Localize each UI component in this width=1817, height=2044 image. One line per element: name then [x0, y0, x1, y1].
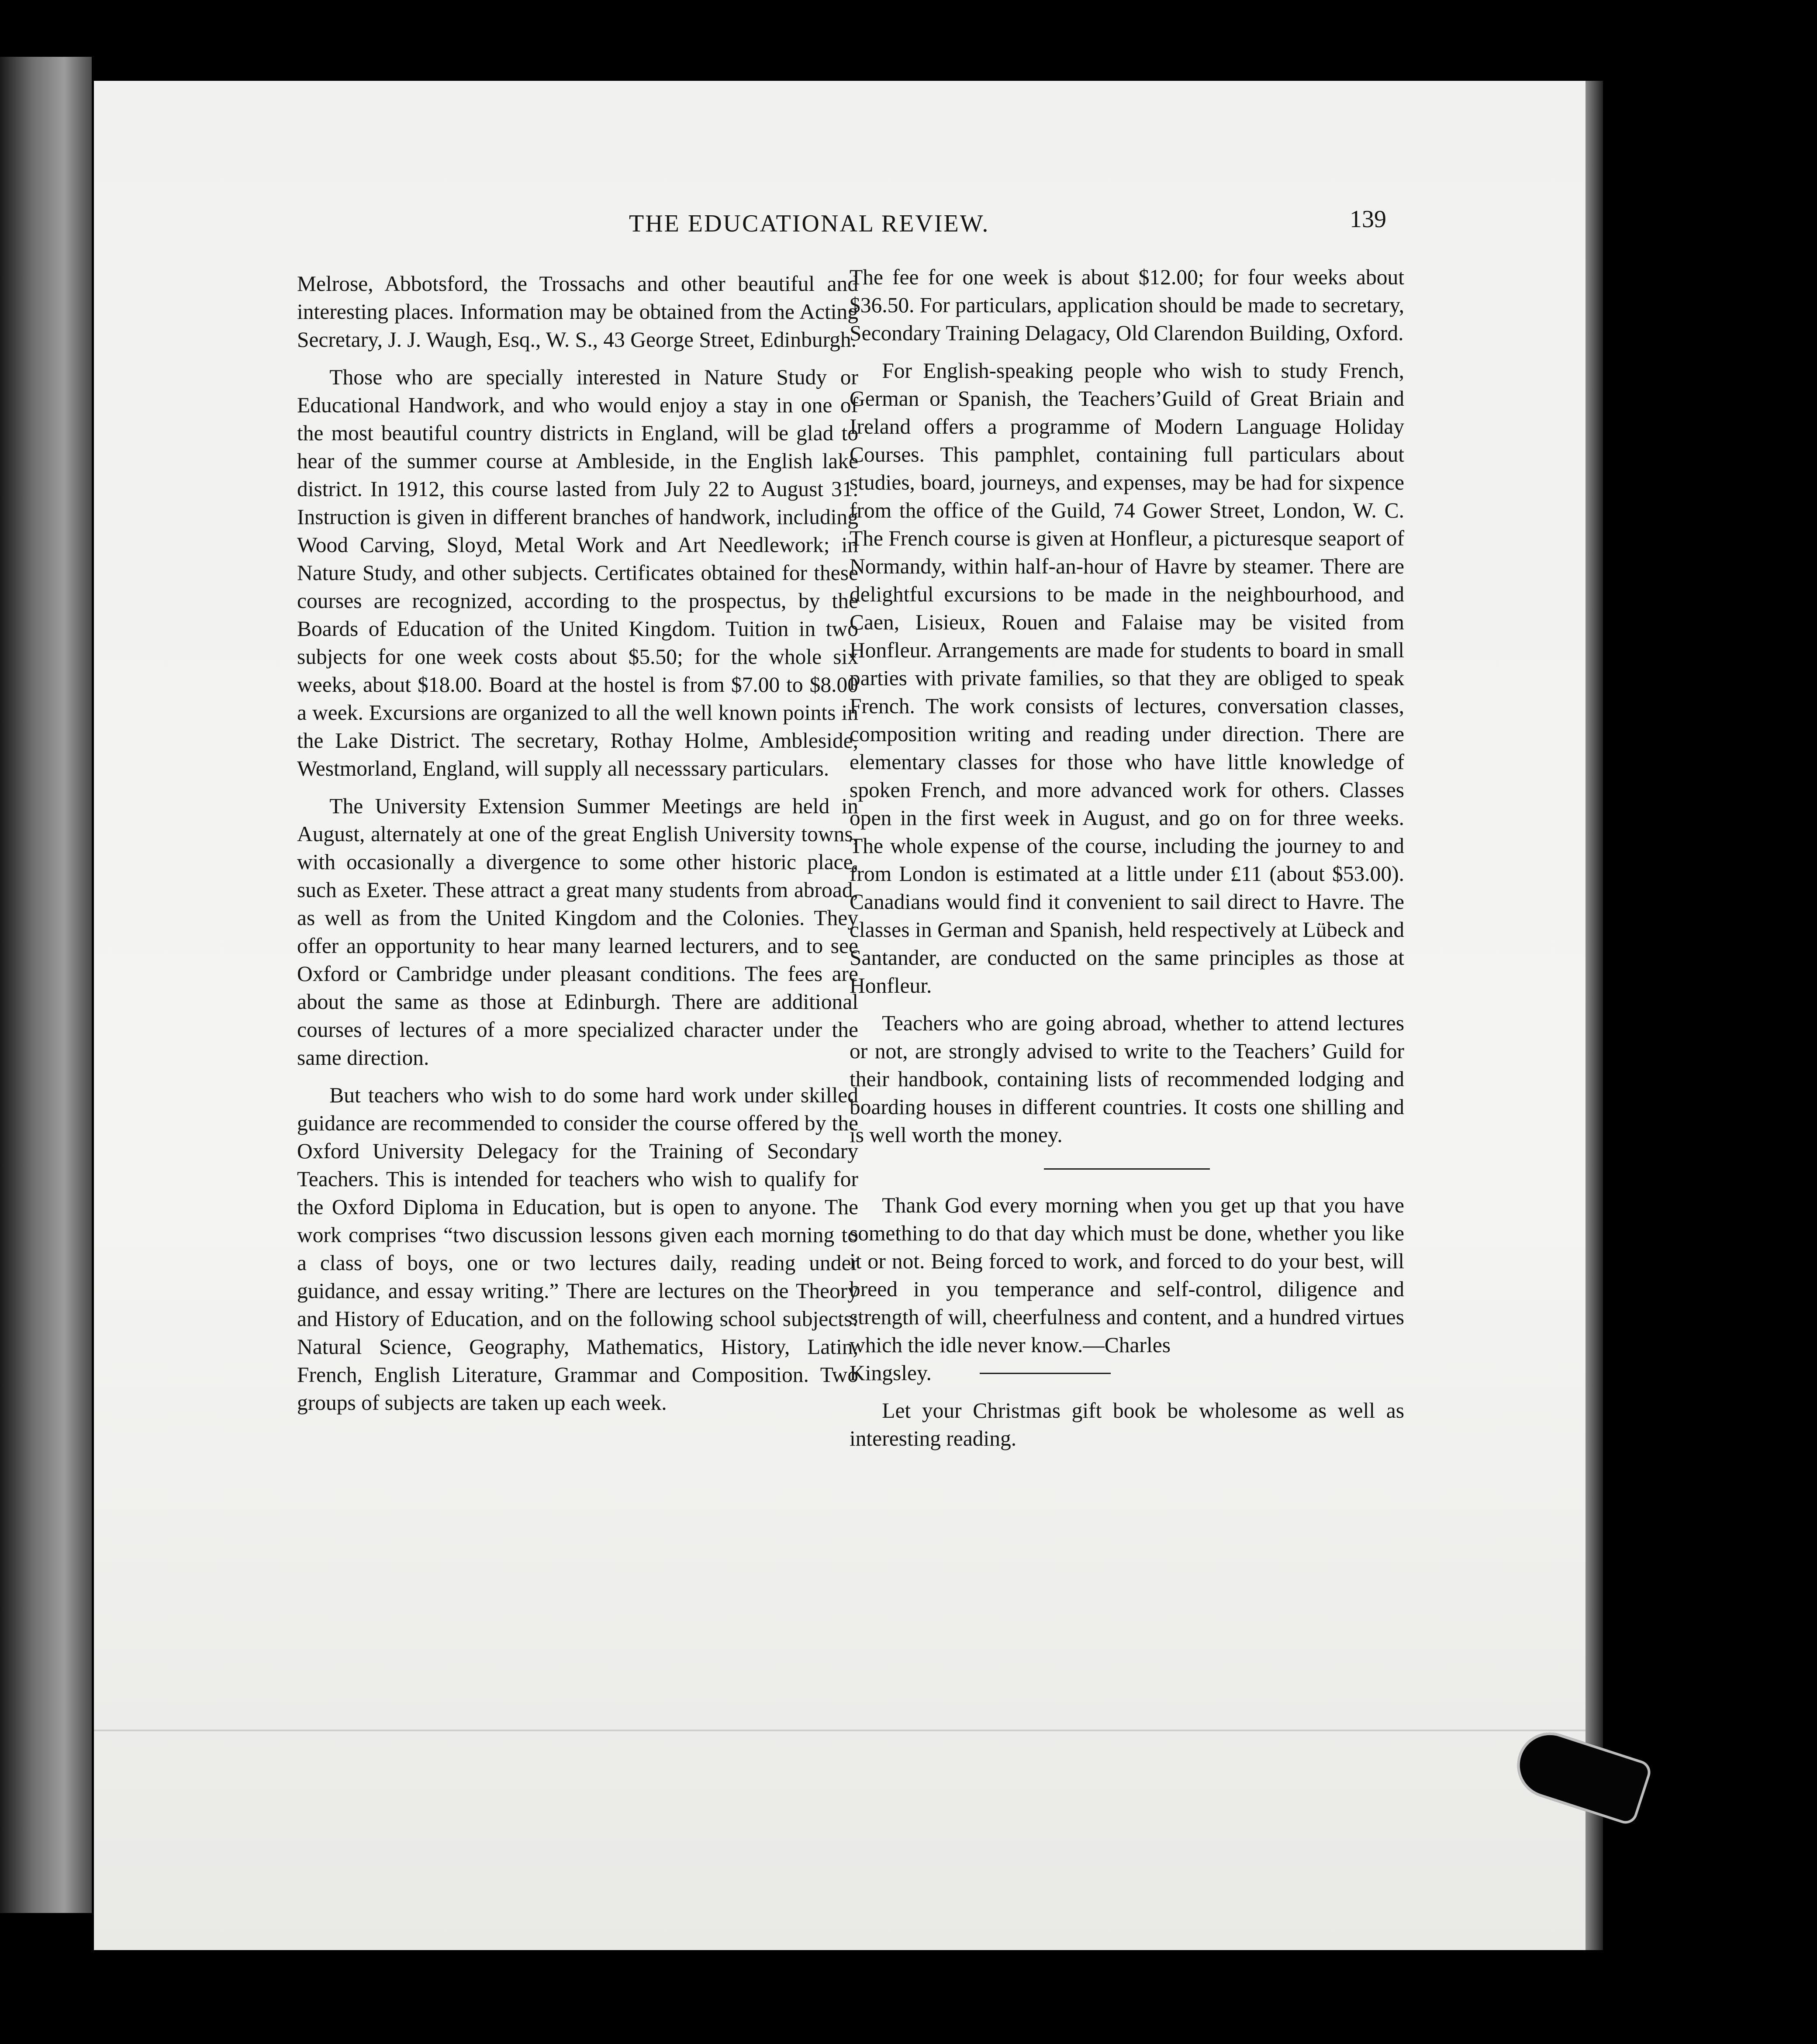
- right-column: [850, 263, 1404, 1462]
- quote-author: Kingsley.: [850, 1361, 932, 1385]
- previous-page-edge: [0, 57, 92, 1913]
- running-header: THE EDUCATIONAL REVIEW.: [629, 210, 990, 237]
- paragraph-university-extension: The University Extension Summer Meetings are held in August, alternately at one of the great English University towns, with occasionally a divergence to some other historic place, such as Exeter. These attract a great many students from abroad, as well as from the United Kingdom and the Colonies. They offer an opportunity to hear many learned lecturers, and to see Oxford or Cambridge under pleasant conditions. The fees are about the same as those at Edinburgh. There are additional courses of lectures of a more specialized character under the same direction.: [297, 794, 858, 1070]
- page-right-edge: [1586, 81, 1603, 1950]
- quote-attribution-row: [850, 1359, 1404, 1387]
- short-divider: [980, 1373, 1111, 1374]
- christmas-book-note: Let your Christmas gift book be wholesome as well as interesting reading.: [850, 1398, 1404, 1450]
- section-divider: [1044, 1168, 1210, 1170]
- paragraph-ambleside-course: Those who are specially interested in Nature Study or Educational Handwork, and who would enjoy a stay in one of the most beautiful country districts in England, will be glad to hear of the summer course at Ambleside, in the English lake district. In 1912, this course lasted from July 22 to August 31. Instruction is given in different branches of handwork, including Wood Carving, Sloyd, Metal Work and Art Needlework; in Nature Study, and other subjects. Certificates obtained for these courses are recognized, according to the prospectus, by the Boards of Education of the United Kingdom. Tuition in two subjects for one week costs about $5.50; for the whole six weeks, about $18.00. Board at the hostel is from $7.00 to $8.00 a week. Excursions are organized to all the well known points in the Lake District. The secretary, Rothay Holme, Ambleside, Westmorland, England, will supply all necesssary particulars.: [297, 365, 858, 780]
- paragraph-teachers-guild-courses: For English-speaking people who wish to study French, German or Spanish, the Teachers’Guild of Great Briain and Ireland offers a programme of Modern Language Holiday Courses. This pamphlet, containing full particulars about studies, board, journeys, and expenses, may be had for sixpence from the office of the Guild, 74 Gower Street, London, W. C. The French course is given at Honfleur, a picturesque seaport of Normandy, within half-an-hour of Havre by steamer. There are delightful excursions to be made in the neighbourhood, and Caen, Lisieux, Rouen and Falaise may be visited from Honfleur. Arrangements are made for students to board in small parties with private families, so that they are obliged to speak French. The work consists of lectures, conversation classes, composition writing and reading under direction. There are elementary classes for those who have little knowledge of spoken French, and more advanced work for others. Classes open in the first week in August, and go on for three weeks. The whole expense of the course, including the journey to and from London is estimated at a little under £11 (about $53.00). Canadians would find it convenient to sail direct to Havre. The classes in German and Spanish, held respectively at Lübeck and Santander, are conducted on the same principles as those at Honfleur.: [850, 359, 1404, 998]
- paragraph-oxford-course: But teachers who wish to do some hard work under skilled guidance are recommended to consider the course offered by the Oxford University Delegacy for the Training of Secondary Teachers. This is intended for teachers who wish to qualify for the Oxford Diploma in Education, but is open to anyone. The work comprises “two discussion lessons given each morning to a class of boys, one or two lectures daily, reading under guidance, and essay writing.” There are lectures on the Theory and History of Education, and on the following school subjects: Natural Science, Geography, Mathematics, History, Latin, French, English Literature, Grammar and Composition. Two groups of subjects are taken up each week.: [297, 1083, 858, 1415]
- page-number: 139: [1350, 206, 1386, 233]
- paragraph-teachers-handbook: Teachers who are going abroad, whether to attend lectures or not, are strongly advised to write to the Teachers’ Guild for their handbook, containing lists of recommended lodging and boarding houses in different countries. It costs one shilling and is well worth the money.: [850, 1011, 1404, 1147]
- paragraph-oxford-fees: The fee for one week is about $12.00; for four weeks about $36.50. For particulars, application should be made to secretary, Secondary Training Delagacy, Old Clarendon Building, Oxford.: [850, 265, 1404, 345]
- left-column: [297, 270, 858, 1426]
- page-fold-line: [94, 1730, 1586, 1731]
- kingsley-quote: Thank God every morning when you get up that you have something to do that day which must be done, whether you like it or not. Being forced to work, and forced to do your best, will breed in you temperance and self-control, diligence and strength of will, cheerfulness and content, and a hundred virtues which the idle never know.—Charles: [850, 1193, 1404, 1357]
- paragraph-edinburgh-info: Melrose, Abbotsford, the Trossachs and other beautiful and interesting places. Information may be obtained from the Acting Secretary, J. J. Waugh, Esq., W. S., 43 George Street, Edinburgh.: [297, 272, 858, 352]
